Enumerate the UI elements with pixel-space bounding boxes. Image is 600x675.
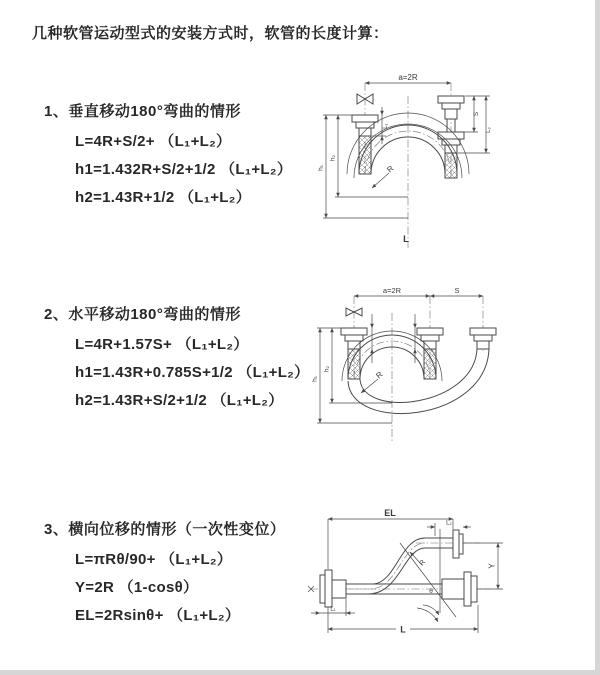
formula-line: h2=1.43R+S/2+1/2 （L₁+L₂） — [75, 392, 284, 409]
page-edge-bottom — [0, 670, 600, 675]
dim-label-el: EL — [384, 508, 396, 518]
formula-line: Y=2R （1-cosθ） — [75, 579, 199, 596]
hose-assembly — [320, 530, 477, 607]
dim-label-theta: θ — [429, 588, 433, 595]
dim-label-h1: h₁ — [317, 165, 325, 171]
formula-line: h2=1.43R+1/2 （L₁+L₂） — [75, 189, 252, 206]
diagram-vertical-180-bend — [302, 70, 547, 260]
dim-label-l2: L₂ — [446, 520, 452, 527]
formula-line: EL=2Rsinθ+ （L₁+L₂） — [75, 607, 241, 624]
section-lateral-displacement — [44, 519, 314, 630]
dim-label-s: S — [454, 286, 460, 295]
section-2-heading: 2、水平移动180°弯曲的情形 — [44, 306, 241, 323]
dimension-labels — [330, 508, 496, 635]
page-title: 几种软管运动型式的安装方式时，软管的长度计算： — [32, 25, 389, 42]
dim-label-radius: R — [385, 163, 396, 175]
dim-label-l1: L₁ — [383, 123, 389, 129]
dim-label-radius: R — [418, 558, 428, 568]
dim-label-l2: L₂ — [486, 127, 492, 133]
formula-line: L=πRθ/90+ （L₁+L₂） — [75, 551, 233, 568]
formula-line: h1=1.43R+0.785S+1/2 （L₁+L₂） — [75, 364, 310, 381]
centerlines — [354, 296, 483, 443]
dimension-lines — [317, 296, 483, 423]
diagram-horizontal-180-bend — [300, 283, 550, 455]
hose-assembly — [341, 328, 496, 414]
dim-label-width: a=2R — [382, 286, 402, 295]
dim-label-h1: h₁ — [311, 376, 319, 382]
dim-label-s: S — [473, 111, 480, 117]
section-vertical-movement — [44, 101, 314, 212]
page-edge-right — [595, 0, 600, 675]
dim-label-h2: h₂ — [323, 365, 331, 373]
dim-label-length: L — [403, 234, 409, 245]
dim-label-l1: L₁ — [330, 606, 336, 613]
section-1-heading: 1、垂直移动180°弯曲的情形 — [44, 103, 241, 120]
dimension-labels — [318, 73, 493, 245]
dim-label-radius: R — [374, 369, 385, 381]
section-horizontal-movement — [44, 304, 314, 415]
centerlines — [365, 83, 451, 248]
dim-label-width: a=2R — [398, 73, 418, 82]
formula-line: h1=1.432R+S/2+1/2 （L₁+L₂） — [75, 161, 293, 178]
dimension-lines — [323, 83, 490, 218]
dim-label-h2: h₂ — [329, 154, 337, 162]
dim-label-length: L — [400, 624, 406, 635]
formula-line: L=4R+1.57S+ （L₁+L₂） — [75, 336, 249, 353]
diagram-lateral-displacement — [298, 503, 593, 643]
formula-line: L=4R+S/2+ （L₁+L₂） — [75, 133, 232, 150]
section-3-heading: 3、横向位移的情形（一次性变位） — [44, 521, 286, 538]
dim-label-y: Y — [487, 563, 497, 569]
